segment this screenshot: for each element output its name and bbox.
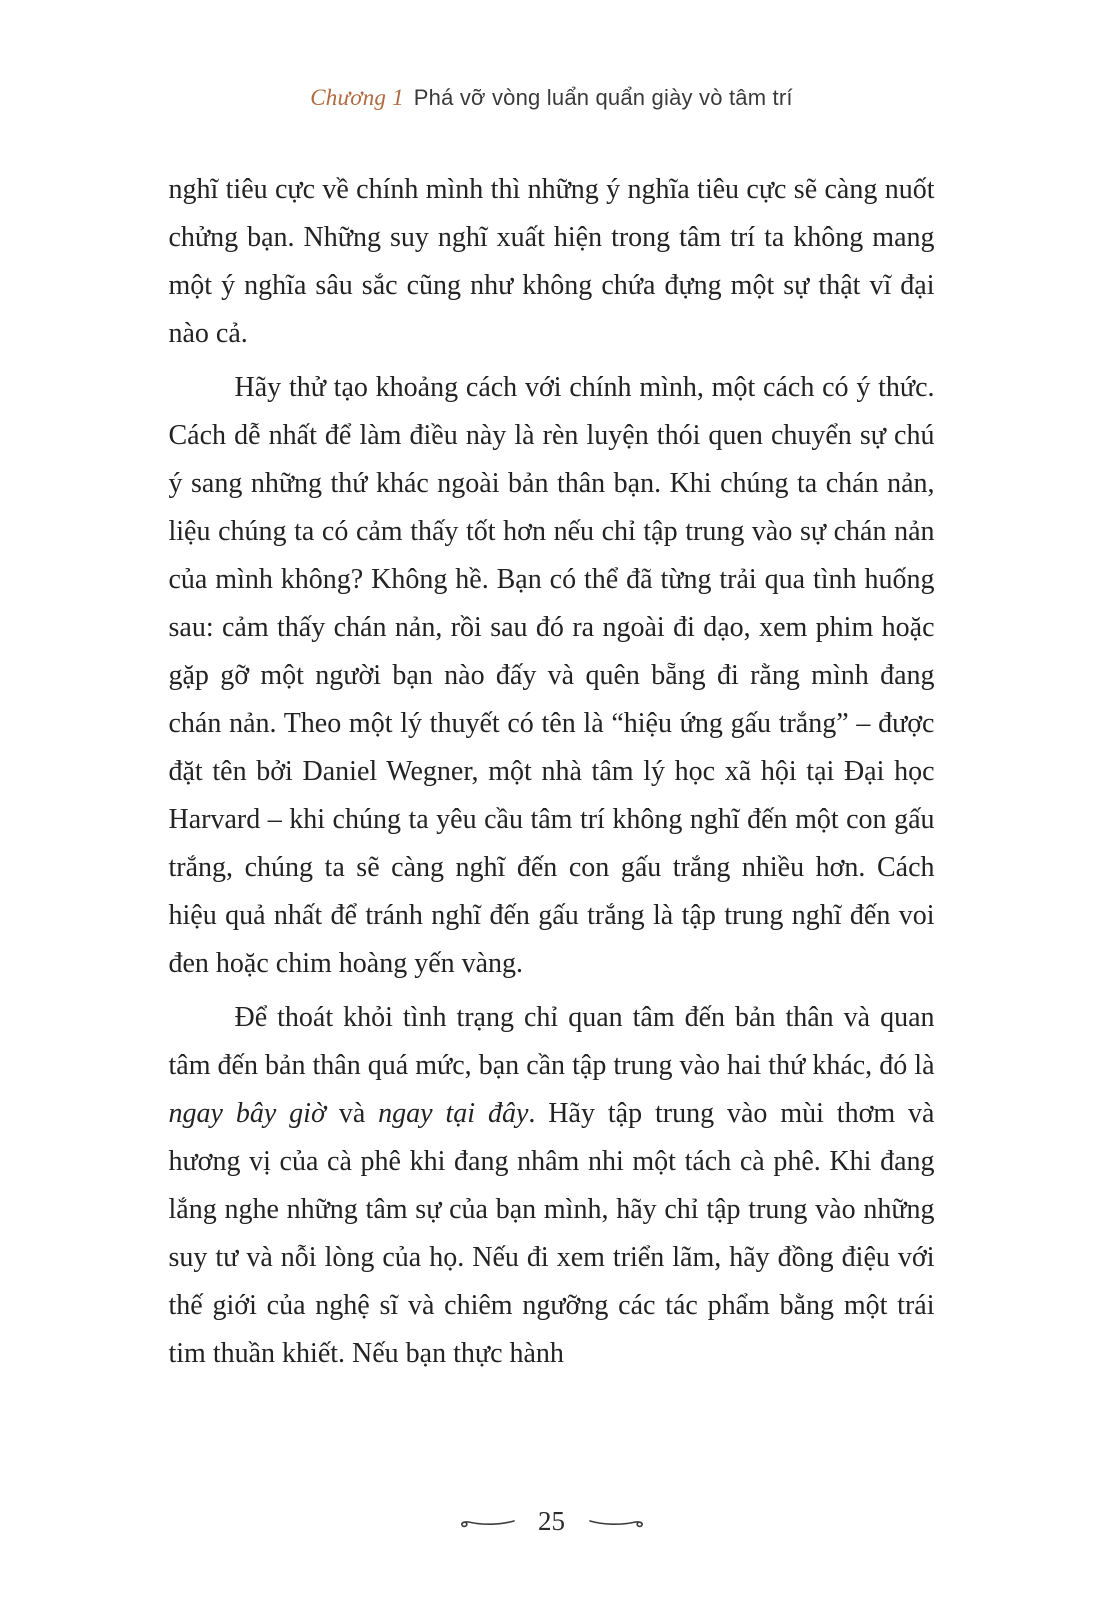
paragraph-text: Để thoát khỏi tình trạng chỉ quan tâm đến bản thân và quan tâm đến bản thân quá mức, bạn cần tập trung vào hai thứ khác, đó là	[168, 1002, 935, 1081]
page-number: 25	[538, 1506, 565, 1536]
paragraph: Hãy thử tạo khoảng cách với chính mình, một cách có ý thức. Cách dễ nhất để làm điều này là rèn luyện thói quen chuyển sự chú ý sang những thứ khác ngoài bản thân bạn. Khi chúng ta chán nản, liệu chúng ta có cảm thấy tốt hơn nếu chỉ tập trung vào sự chán nản của mình không? Không hề. Bạn có thể đã từng trải qua tình huống sau: cảm thấy chán nản, rồi sau đó ra ngoài đi dạo, xem phim hoặc gặp gỡ một người bạn nào đấy và quên bẵng đi rằng mình đang chán nản. Theo một lý thuyết có tên là “hiệu ứng gấu trắng” – được đặt tên bởi Daniel Wegner, một nhà tâm lý học xã hội tại Đại học Harvard – khi chúng ta yêu cầu tâm trí không nghĩ đến một con gấu trắng, chúng ta sẽ càng nghĩ đến con gấu trắng nhiều hơn. Cách hiệu quả nhất để tránh nghĩ đến gấu trắng là tập trung nghĩ đến voi đen hoặc chim hoàng yến vàng.	[168, 372, 935, 979]
chapter-title: Phá vỡ vòng luẩn quẩn giày vò tâm trí	[413, 85, 793, 110]
paragraph-text: và	[325, 1098, 379, 1129]
flourish-right-icon	[588, 1514, 648, 1530]
chapter-label: Chương 1	[310, 85, 404, 110]
page-body	[169, 166, 935, 1384]
paragraph-continuation: nghĩ tiêu cực về chính mình thì những ý nghĩa tiêu cực sẽ càng nuốt chửng bạn. Những suy nghĩ xuất hiện trong tâm trí ta không mang một ý nghĩa sâu sắc cũng như không chứa đựng một sự thật vĩ đại nào cả.	[168, 174, 935, 349]
flourish-left-icon	[456, 1514, 516, 1530]
emphasized-phrase: ngay tại đây	[378, 1098, 529, 1129]
page-footer	[0, 1506, 1103, 1537]
paragraph-text: . Hãy tập trung vào mùi thơm và hương vị của cà phê khi đang nhâm nhi một tách cà phê. Khi đang lắng nghe những tâm sự của bạn mình, hãy chỉ tập trung vào những suy tư và nỗi lòng của họ. Nếu đi xem triển lãm, hãy đồng điệu với thế giới của nghệ sĩ và chiêm ngưỡng các tác phẩm bằng một trái tim thuần khiết. Nếu bạn thực hành	[168, 1098, 935, 1369]
emphasized-phrase: ngay bây giờ	[168, 1098, 326, 1129]
running-header	[0, 84, 1103, 112]
paragraph	[169, 994, 935, 1378]
